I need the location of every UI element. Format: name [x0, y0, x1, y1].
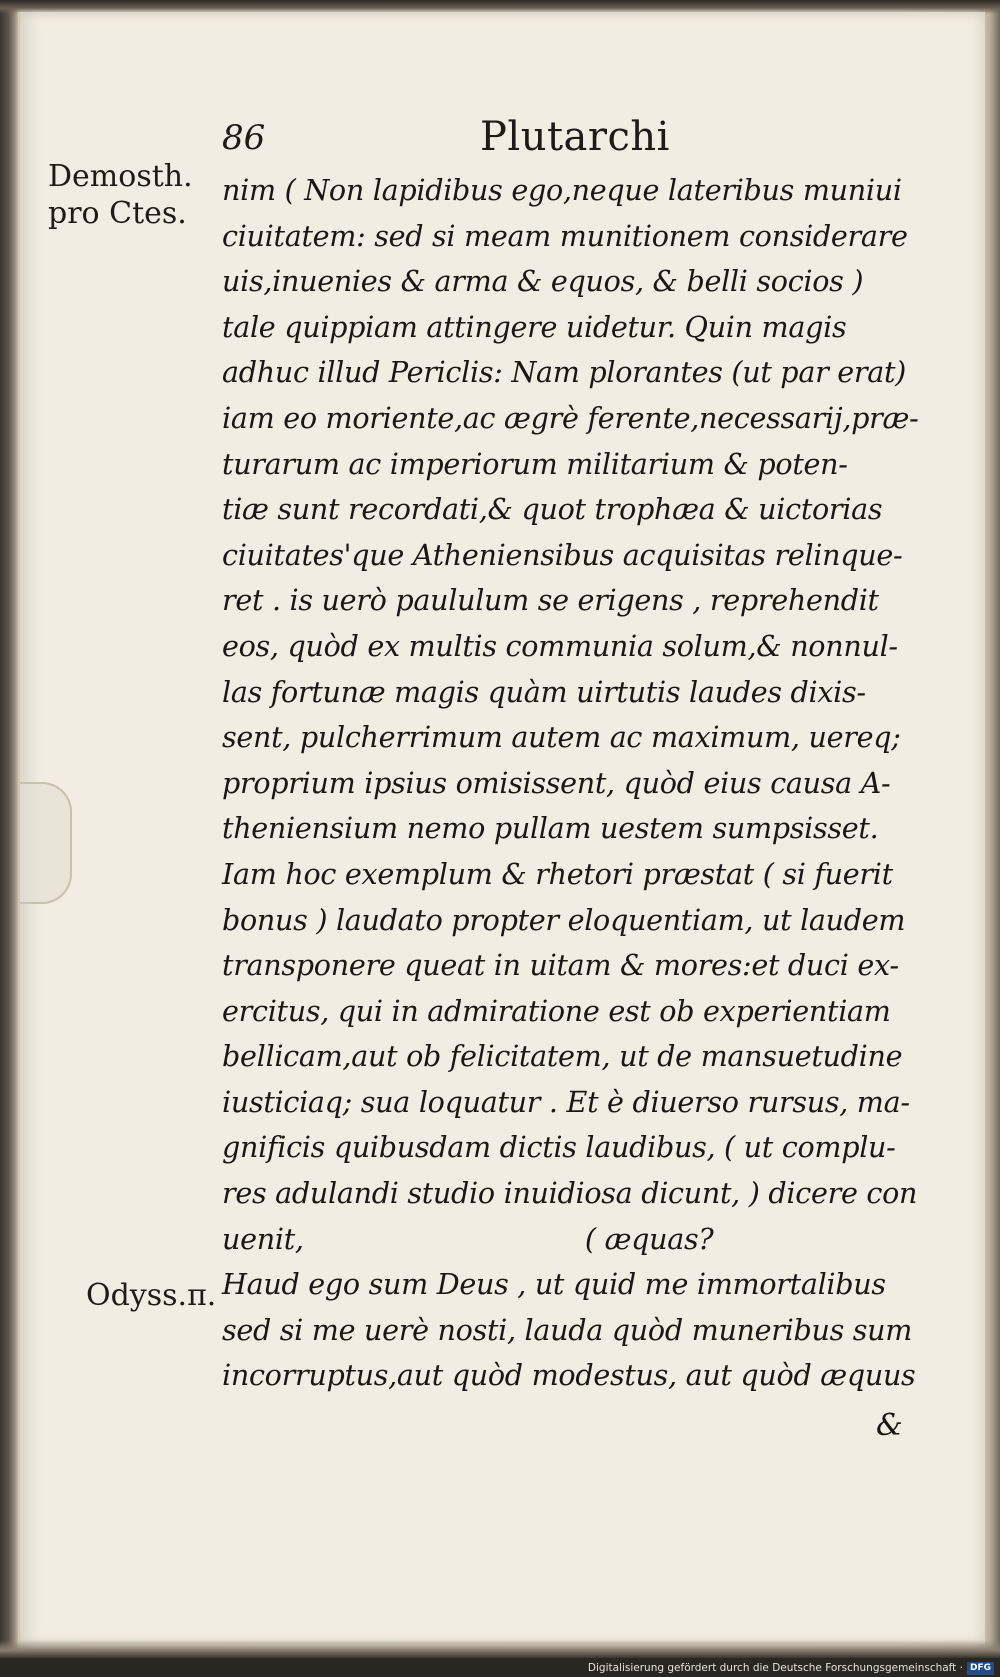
- dfg-logo-badge: DFG: [967, 1662, 994, 1675]
- text-line: iam eo moriente,ac ægrè ferente,necessarij,præ-: [222, 400, 919, 435]
- text-line: gnificis quibusdam dictis laudibus, ( ut complu-: [222, 1130, 896, 1165]
- text-line: tale quippiam attingere uidetur. Quin magis: [222, 309, 847, 344]
- digitization-credit: [588, 1660, 994, 1677]
- text-line: uenit, ( æquas?: [222, 1221, 714, 1256]
- page-clip: [20, 782, 72, 904]
- text-line: ciuitatem: sed si meam munitionem considerare: [222, 218, 908, 253]
- text-line: sed si me uerè nosti, lauda quòd muneribus sum: [222, 1312, 913, 1347]
- text-line: proprium ipsius omisissent, quòd eius causa A-: [222, 765, 891, 800]
- bottom-edge-shadow: [0, 1640, 1000, 1658]
- text-line: las fortunæ magis quàm uirtutis laudes dixis-: [222, 674, 866, 709]
- margin-note-line: pro Ctes.: [48, 196, 187, 231]
- text-line: bonus ) laudato propter eloquentiam, ut laudem: [222, 902, 906, 937]
- page-number: 86: [222, 118, 266, 158]
- text-line: turarum ac imperiorum militarium & poten-: [222, 446, 848, 481]
- text-line: iusticiaq; sua loquatur . Et è diuerso rursus, ma-: [222, 1084, 910, 1119]
- text-line: Haud ego sum Deus , ut quid me immortalibus: [222, 1267, 886, 1302]
- margin-note-line: Demosth.: [48, 159, 193, 194]
- text-line: bellicam,aut ob felicitatem, ut de mansuetudine: [222, 1039, 903, 1074]
- catchword: &: [876, 1408, 903, 1443]
- text-line: ciuitates'que Atheniensibus acquisitas relinque-: [222, 537, 903, 572]
- text-line: res adulandi studio inuidiosa dicunt, ) dicere con: [222, 1176, 918, 1211]
- margin-note-demosthenes: [48, 158, 193, 232]
- credit-text: Digitalisierung gefördert durch die Deutsche Forschungsgemeinschaft ·: [587, 1662, 963, 1674]
- text-line: incorruptus,aut quòd modestus, aut quòd æquus: [222, 1358, 916, 1393]
- running-head: Plutarchi: [480, 114, 670, 160]
- text-line: ret . is uerò paululum se erigens , reprehendit: [222, 583, 879, 618]
- text-line: adhuc illud Periclis: Nam plorantes (ut par erat): [222, 355, 907, 390]
- text-line: tiæ sunt recordati,& quot trophæa & uictorias: [222, 492, 883, 527]
- text-line: eos, quòd ex multis communia solum,& nonnul-: [222, 628, 898, 663]
- margin-note-line: Odyss.π.: [86, 1278, 217, 1313]
- text-line: theniensium nemo pullam uestem sumpsisset.: [222, 811, 879, 846]
- body-text: [222, 168, 922, 1399]
- text-line: transponere queat in uitam & mores:et duci ex-: [222, 948, 899, 983]
- text-line: uis,inuenies & arma & equos, & belli socios ): [222, 264, 864, 299]
- text-line: nim ( Non lapidibus ego,neque lateribus muniui: [222, 173, 902, 207]
- text-line: sent, pulcherrimum autem ac maximum, uereq;: [222, 720, 901, 755]
- text-line: Iam hoc exemplum & rhetori præstat ( si fuerit: [222, 856, 893, 891]
- margin-note-odyssey: [86, 1277, 216, 1314]
- text-line: ercitus, qui in admiratione est ob experientiam: [222, 993, 891, 1028]
